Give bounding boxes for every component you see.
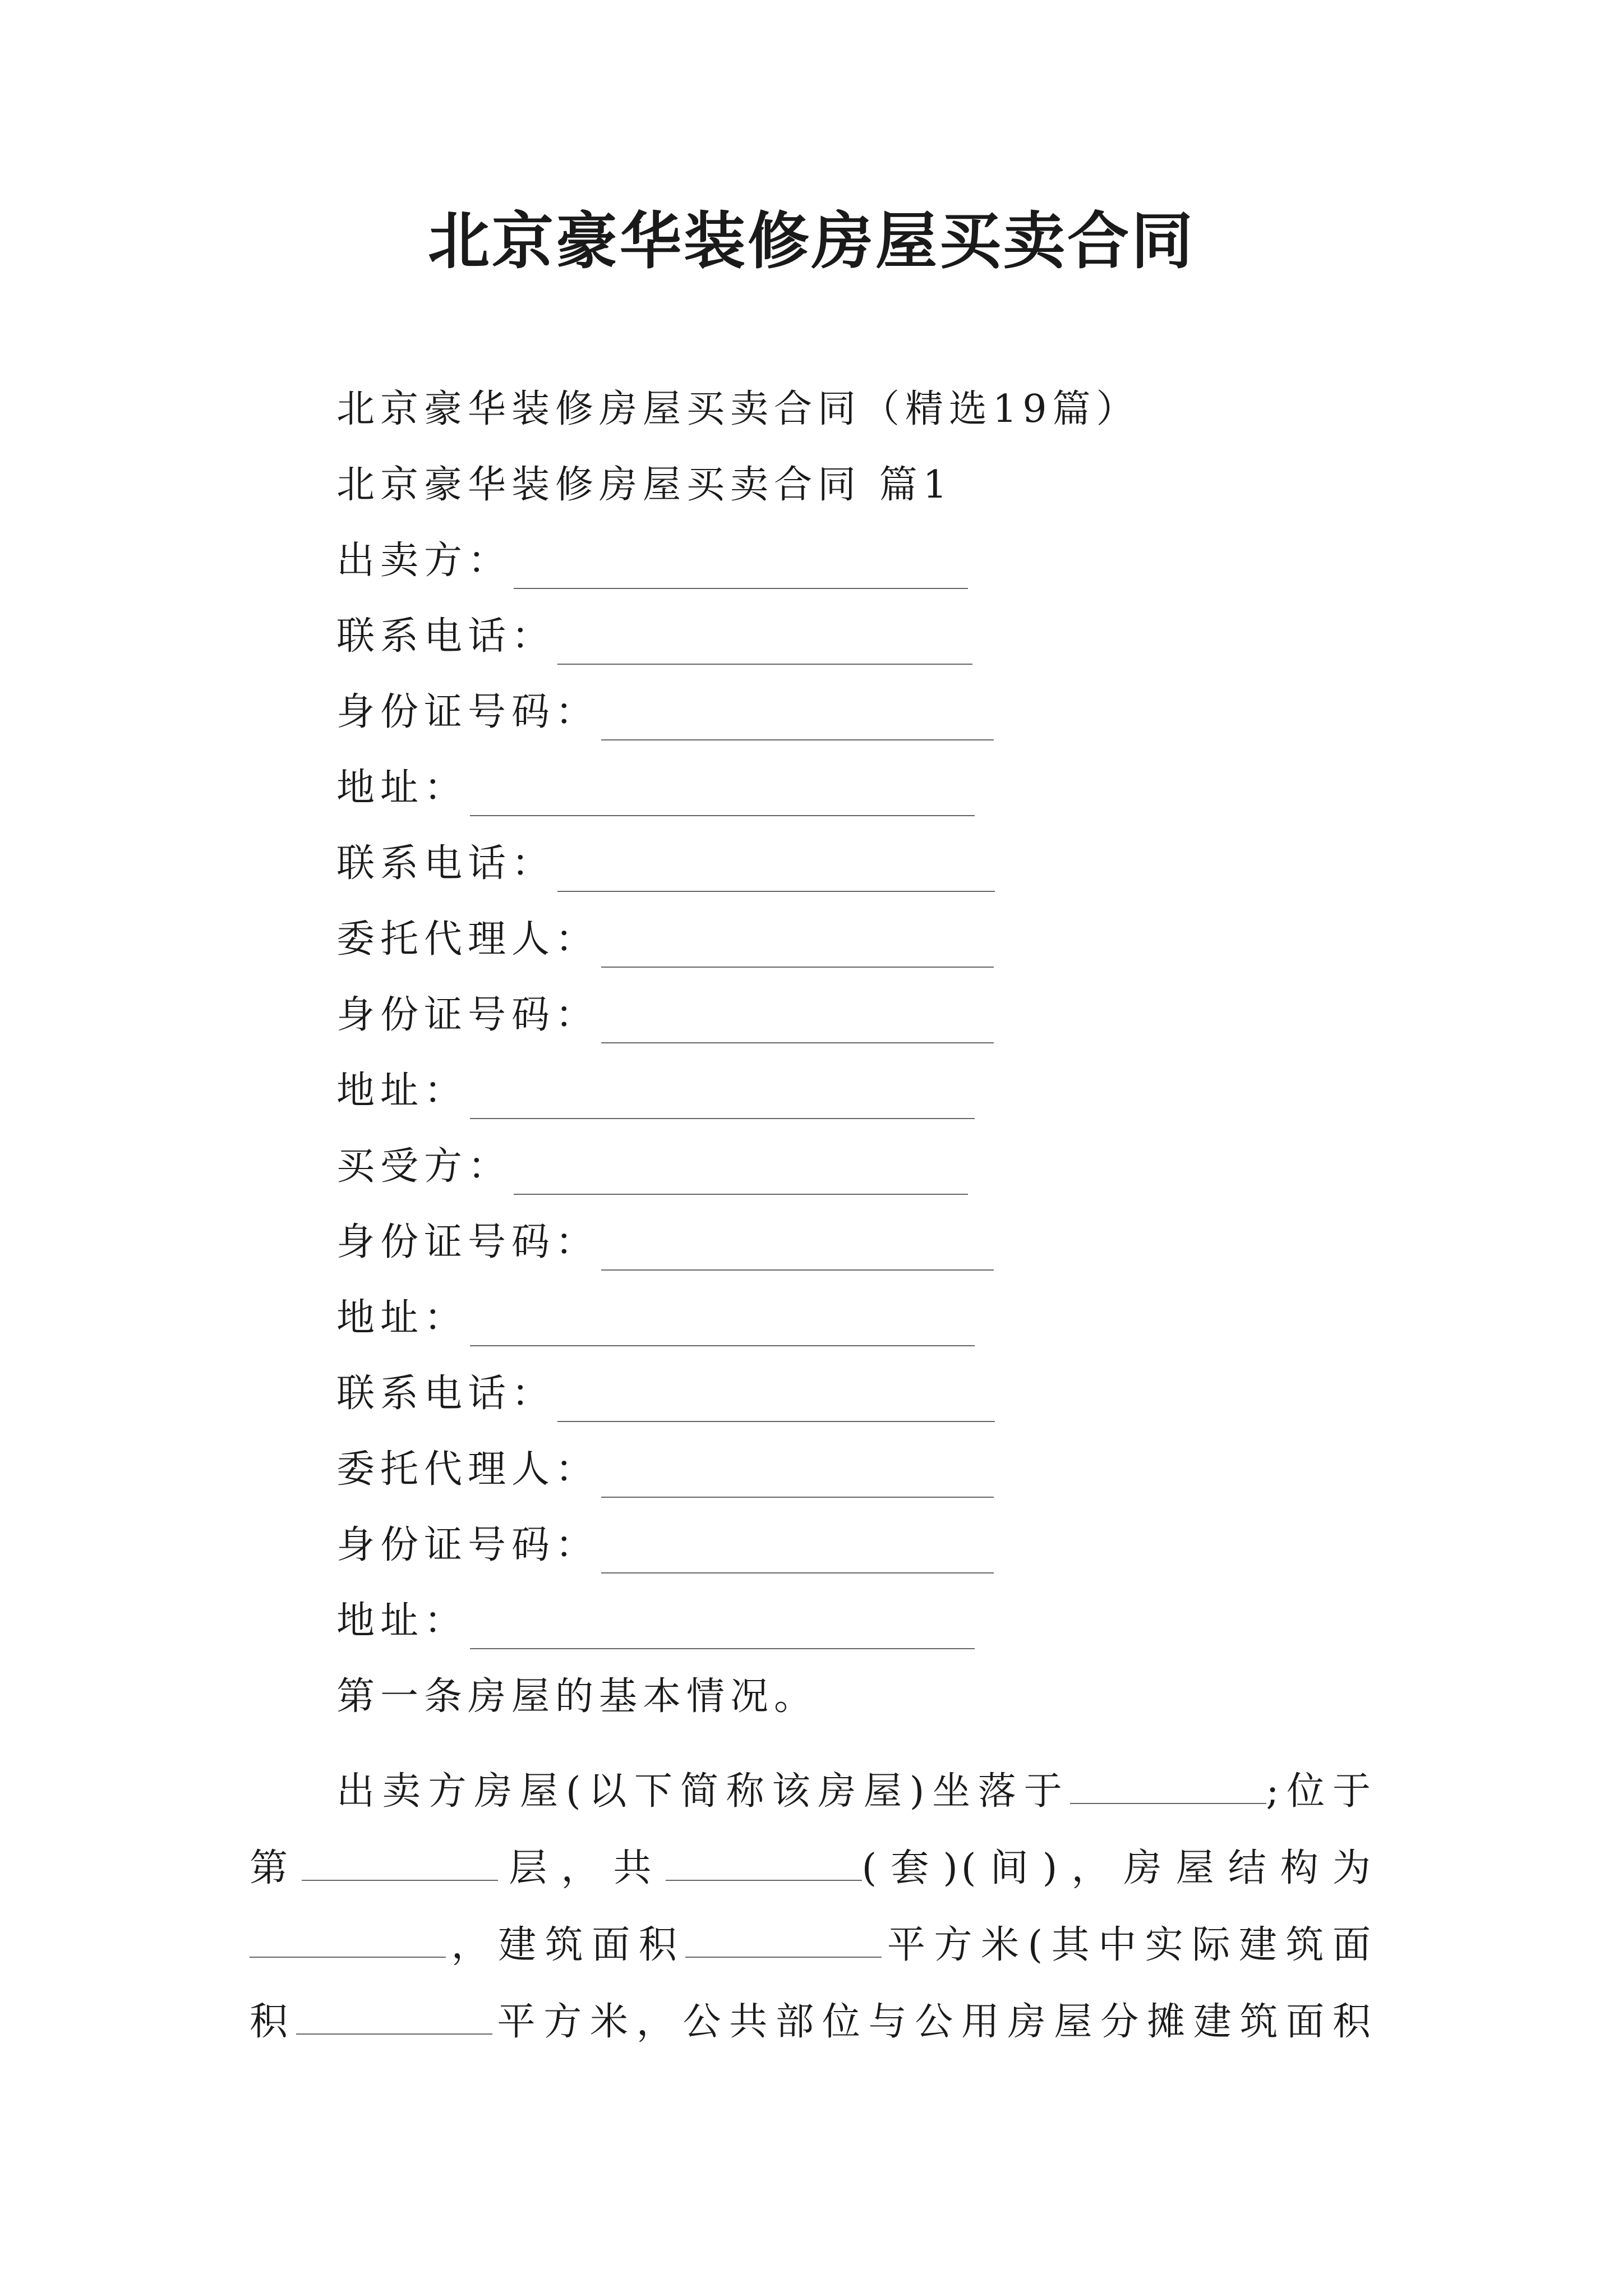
buyer-blank[interactable]: [514, 1150, 968, 1195]
field-seller-id: 身份证号码：: [336, 684, 994, 740]
buyer-address-blank[interactable]: [470, 1301, 975, 1346]
buyer-agent-id-blank[interactable]: [601, 1529, 994, 1573]
buyer-agent-address-blank[interactable]: [470, 1604, 975, 1649]
field-seller-phone-2: 联系电话：: [336, 836, 995, 892]
field-seller-agent-address: 地址：: [336, 1063, 975, 1119]
building-area-blank[interactable]: [685, 1923, 882, 1958]
field-seller-agent-id: 身份证号码：: [336, 987, 994, 1043]
seller-agent-address-blank[interactable]: [470, 1074, 975, 1119]
buyer-phone-blank[interactable]: [557, 1377, 995, 1422]
seller-phone-2-blank[interactable]: [557, 847, 995, 892]
paragraph-line: 第 层，共 (套)(间)，房屋结构为: [250, 1846, 1374, 1890]
structure-blank[interactable]: [250, 1923, 446, 1958]
field-seller-address: 地址：: [336, 760, 975, 816]
field-seller-agent: 委托代理人：: [336, 912, 994, 968]
field-buyer-id: 身份证号码：: [336, 1214, 994, 1271]
article-heading: 第一条房屋的基本情况。: [336, 1674, 818, 1719]
section-heading: 北京豪华装修房屋买卖合同 篇1: [336, 463, 953, 507]
location-blank[interactable]: [1070, 1769, 1266, 1804]
article-paragraph: [250, 1753, 1374, 2060]
seller-phone-blank[interactable]: [557, 620, 972, 665]
paragraph-line: ，建筑面积 平方米(其中实际建筑面: [250, 1907, 1374, 1984]
seller-agent-blank[interactable]: [601, 923, 994, 968]
seller-address-blank[interactable]: [470, 771, 975, 816]
floor-blank[interactable]: [302, 1846, 498, 1881]
field-seller: 出卖方：: [336, 533, 968, 589]
paragraph-line: 出卖方房屋(以下简称该房屋)坐落于 ;位于: [336, 1769, 1374, 1814]
seller-blank[interactable]: [514, 544, 968, 589]
field-buyer-phone: 联系电话：: [336, 1366, 995, 1422]
seller-id-blank[interactable]: [601, 696, 994, 740]
field-seller-phone: 联系电话：: [336, 609, 972, 665]
field-buyer: 买受方：: [336, 1139, 968, 1195]
document-subtitle: 北京豪华装修房屋买卖合同（精选19篇）: [336, 387, 1140, 431]
field-buyer-agent-address: 地址：: [336, 1593, 975, 1649]
field-buyer-address: 地址：: [336, 1290, 975, 1346]
field-buyer-agent: 委托代理人：: [336, 1442, 994, 1498]
paragraph-line: 积 平方米，公共部位与公用房屋分摊建筑面积: [250, 2000, 1374, 2044]
buyer-id-blank[interactable]: [601, 1226, 994, 1271]
total-floors-blank[interactable]: [666, 1846, 862, 1881]
buyer-agent-blank[interactable]: [601, 1453, 994, 1498]
document-title: 北京豪华装修房屋买卖合同: [428, 205, 1195, 277]
field-buyer-agent-id: 身份证号码：: [336, 1517, 994, 1573]
actual-area-blank[interactable]: [296, 2000, 492, 2035]
seller-agent-id-blank[interactable]: [601, 999, 994, 1043]
